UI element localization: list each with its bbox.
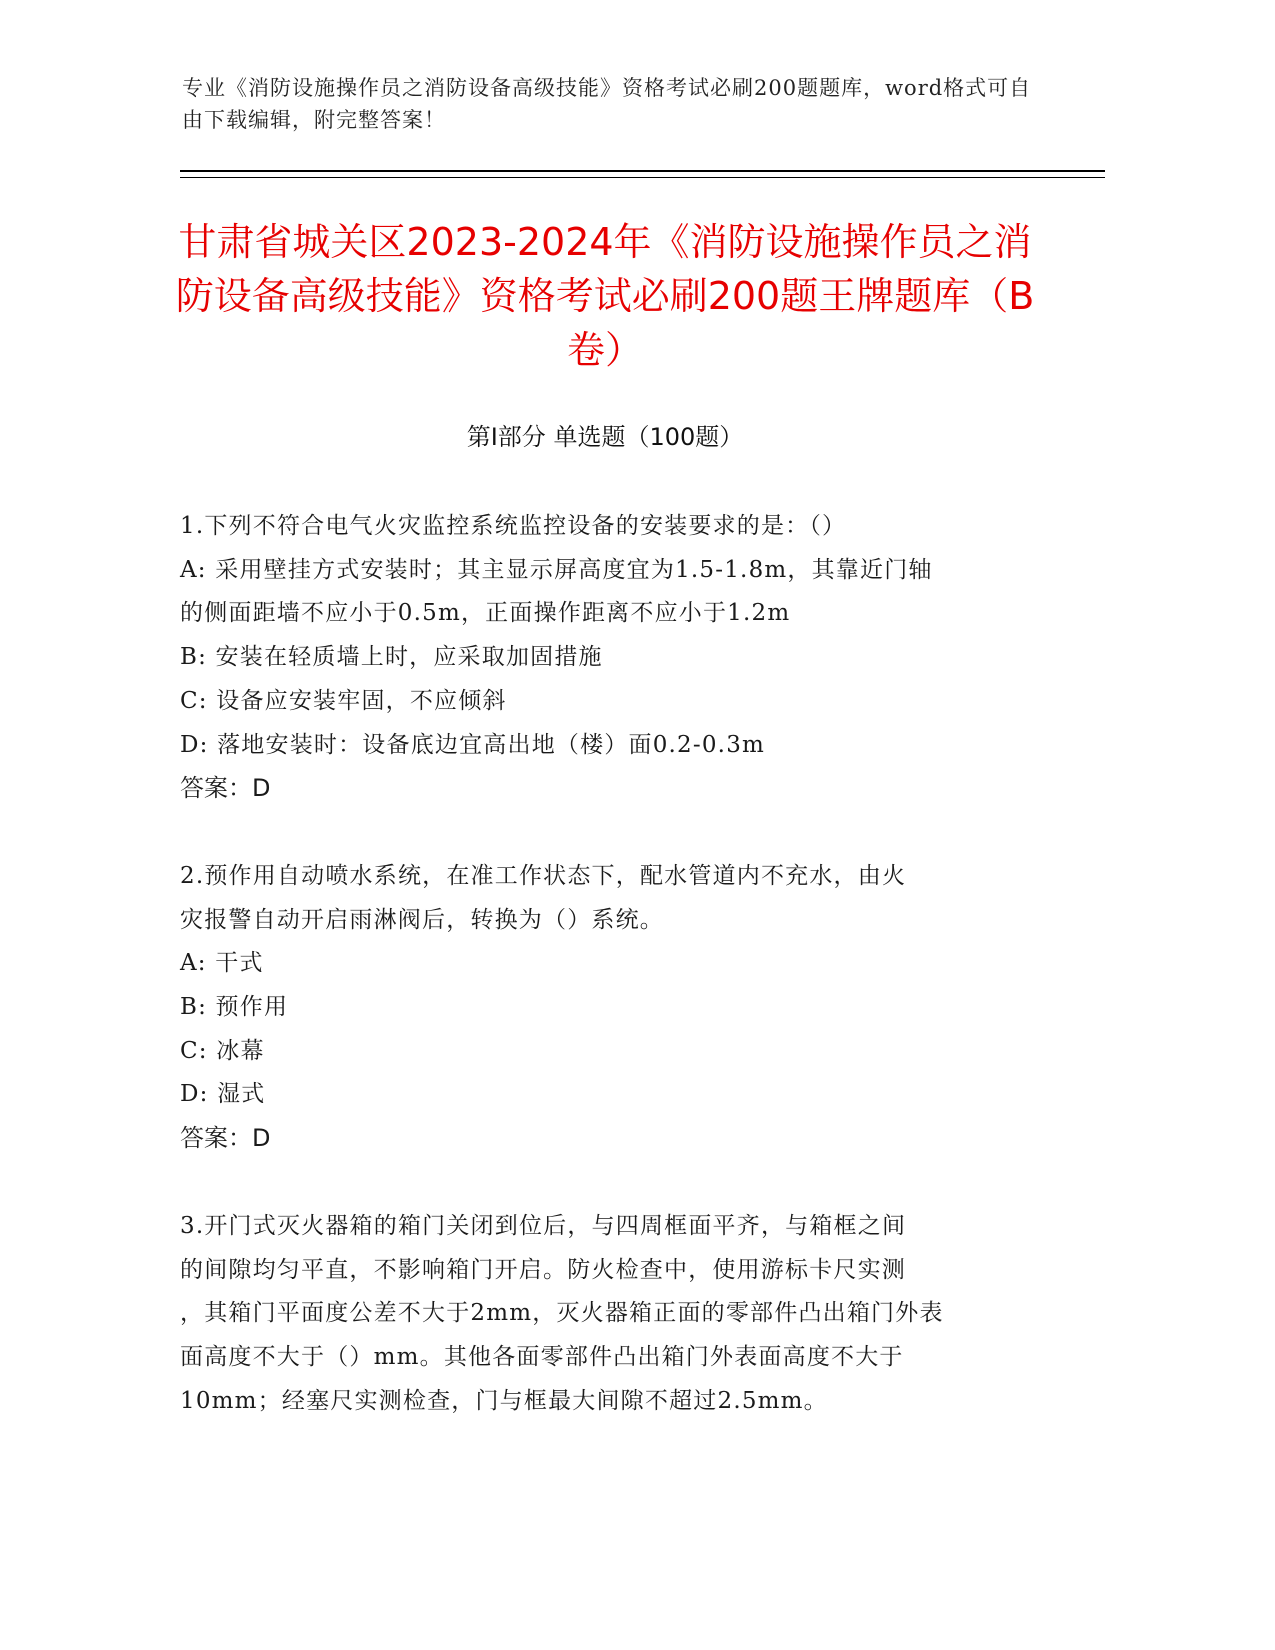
question-2-answer: 答案：D [180, 1124, 271, 1153]
question-1-option-c: C: 设备应安装牢固，不应倾斜 [180, 687, 507, 714]
question-2-option-a: A: 干式 [180, 950, 264, 977]
question-3-stem-line-2: 的间隙均匀平直，不影响箱门开启。防火检查中，使用游标卡尺实测 [180, 1256, 906, 1283]
question-1 [180, 505, 1040, 811]
question-3-stem-line-1: 3.开门式灭火器箱的箱门关闭到位后，与四周框面平齐，与箱框之间 [180, 1212, 907, 1239]
question-3-stem-line-5: 10mm；经塞尺实测检查，门与框最大间隙不超过2.5mm。 [180, 1387, 828, 1414]
question-1-stem-line: 1.下列不符合电气火灾监控系统监控设备的安装要求的是：（） [180, 513, 847, 539]
question-2-stem-line-1: 2.预作用自动喷水系统，在准工作状态下，配水管道内不充水，由火 [180, 862, 907, 889]
question-2-option-c: C: 冰幕 [180, 1037, 265, 1064]
header-divider-thin [180, 177, 1105, 178]
question-3 [180, 1205, 1040, 1424]
question-1-answer: 答案：D [180, 774, 271, 803]
header-note: 专业《消防设施操作员之消防设备高级技能》资格考试必刷200题题库，word格式可自由下载编辑，附完整答案！ [182, 76, 1032, 132]
question-1-option-a: A: 采用壁挂方式安装时；其主显示屏高度宜为1.5-1.8m，其靠近门轴 [180, 556, 933, 583]
section-title: 第I部分 单选题（100题） [466, 423, 744, 451]
question-3-stem-line-4: 面高度不大于（）mm。其他各面零部件凸出箱门外表面高度不大于 [180, 1343, 904, 1370]
question-3-stem-line-3: ，其箱门平面度公差不大于2mm，灭火器箱正面的零部件凸出箱门外表 [180, 1300, 944, 1327]
header-divider-thick [180, 170, 1105, 172]
question-1-option-b: B: 安装在轻质墙上时，应采取加固措施 [180, 644, 603, 671]
document-title: 甘肃省城关区2023-2024年《消防设施操作员之消防设备高级技能》资格考试必刷200题王牌题库（B卷） [175, 220, 1035, 372]
question-2-option-d: D: 湿式 [180, 1081, 266, 1108]
question-2-stem-line-2: 灾报警自动开启雨淋阀后，转换为（）系统。 [180, 906, 664, 933]
question-2 [180, 855, 1040, 1161]
question-1-option-a-cont: 的侧面距墙不应小于0.5m，正面操作距离不应小于1.2m [180, 600, 791, 627]
question-list [180, 505, 1040, 1467]
question-2-option-b: B: 预作用 [180, 994, 289, 1021]
question-1-option-d: D: 落地安装时：设备底边宜高出地（楼）面0.2-0.3m [180, 731, 766, 758]
